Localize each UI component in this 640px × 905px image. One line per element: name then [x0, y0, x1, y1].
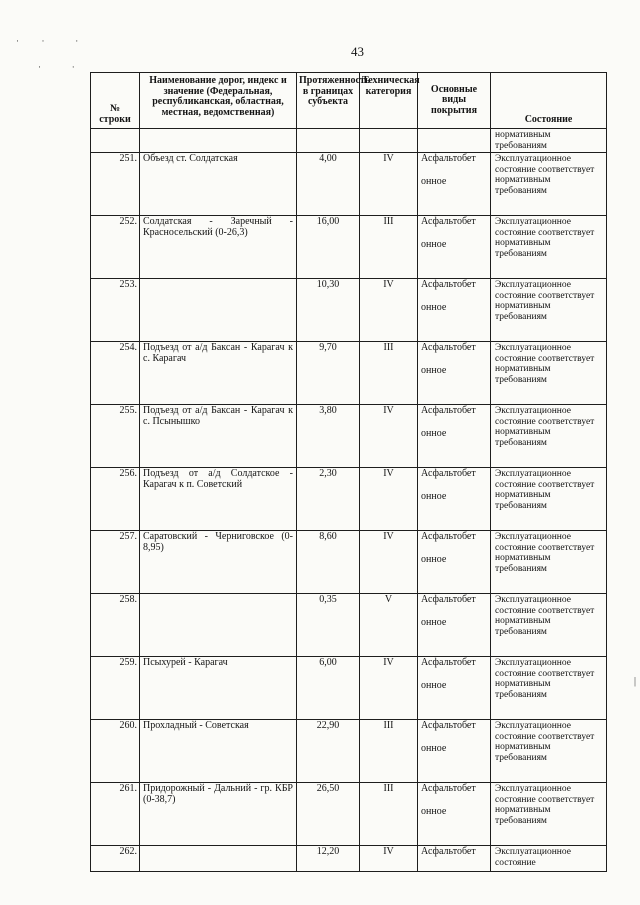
road-length: 2,30 — [297, 468, 360, 531]
road-state: Эксплуатационное состояние — [491, 846, 607, 872]
road-length: 4,00 — [297, 153, 360, 216]
table-row — [91, 279, 607, 342]
road-coverage — [418, 846, 491, 872]
road-category: III — [360, 783, 418, 846]
coverage-line-2: онное — [421, 364, 447, 376]
road-state: Эксплуатационное состояние соответствует нормативным требованиям — [491, 279, 607, 342]
road-state: Эксплуатационное состояние соответствует нормативным требованиям — [491, 342, 607, 405]
road-category: IV — [360, 153, 418, 216]
road-category: III — [360, 720, 418, 783]
header-length: Протяженность в границах субъекта — [297, 73, 360, 129]
coverage-line-1: Асфальтобет — [421, 720, 476, 731]
table-row — [91, 342, 607, 405]
header-state: Состояние — [491, 73, 607, 129]
road-state: Эксплуатационное состояние соответствует нормативным требованиям — [491, 657, 607, 720]
road-name: Подъезд от а/д Баксан - Карагач к с. Карагач — [140, 342, 297, 405]
row-number: 251. — [91, 153, 140, 216]
road-length: 9,70 — [297, 342, 360, 405]
road-length: 6,00 — [297, 657, 360, 720]
road-length: 16,00 — [297, 216, 360, 279]
road-category: IV — [360, 531, 418, 594]
roads-table — [90, 72, 607, 872]
road-coverage — [418, 783, 491, 846]
coverage-line-2: онное — [421, 427, 447, 439]
road-name: Подъезд от а/д Баксан - Карагач к с. Псынышко — [140, 405, 297, 468]
road-category: IV — [360, 405, 418, 468]
road-name — [140, 594, 297, 657]
coverage-line-1: Асфальтобет — [421, 153, 476, 164]
road-state: Эксплуатационное состояние соответствует нормативным требованиям — [491, 153, 607, 216]
header-num: № строки — [91, 73, 140, 129]
road-coverage — [418, 342, 491, 405]
road-category: III — [360, 342, 418, 405]
row-number: 256. — [91, 468, 140, 531]
road-state: Эксплуатационное состояние соответствует нормативным требованиям — [491, 531, 607, 594]
road-length: 10,30 — [297, 279, 360, 342]
header-row — [91, 73, 607, 129]
table-row — [91, 468, 607, 531]
road-category: III — [360, 216, 418, 279]
road-coverage — [418, 405, 491, 468]
table-row — [91, 153, 607, 216]
coverage-line-1: Асфальтобет — [421, 783, 476, 794]
road-length: 0,35 — [297, 594, 360, 657]
table-row — [91, 846, 607, 872]
row-number: 254. — [91, 342, 140, 405]
coverage-line-2: онное — [421, 175, 447, 187]
carry-over-row — [91, 129, 607, 153]
road-category: IV — [360, 468, 418, 531]
road-category: IV — [360, 846, 418, 872]
coverage-line-2: онное — [421, 553, 447, 565]
road-coverage — [418, 216, 491, 279]
coverage-line-1: Асфальтобет — [421, 531, 476, 542]
header-category: Техническая категория — [360, 73, 418, 129]
coverage-line-1: Асфальтобет — [421, 594, 476, 605]
scan-speck: · · · — [16, 36, 85, 46]
road-length: 26,50 — [297, 783, 360, 846]
coverage-line-1: Асфальтобет — [421, 216, 476, 227]
row-number: 255. — [91, 405, 140, 468]
table-row — [91, 216, 607, 279]
coverage-line-1: Асфальтобет — [421, 657, 476, 668]
table-row — [91, 720, 607, 783]
coverage-line-1: Асфальтобет — [421, 846, 476, 857]
road-length: 3,80 — [297, 405, 360, 468]
road-state: Эксплуатационное состояние соответствует нормативным требованиям — [491, 216, 607, 279]
road-category: V — [360, 594, 418, 657]
road-coverage — [418, 531, 491, 594]
table-row — [91, 531, 607, 594]
scan-speck: · · — [38, 62, 81, 72]
row-number: 259. — [91, 657, 140, 720]
table-row — [91, 783, 607, 846]
road-state: Эксплуатационное состояние соответствует нормативным требованиям — [491, 720, 607, 783]
scan-edge-mark: | — [634, 676, 637, 687]
road-name: Прохладный - Советская — [140, 720, 297, 783]
coverage-line-2: онное — [421, 805, 447, 817]
road-coverage — [418, 279, 491, 342]
table-row — [91, 657, 607, 720]
road-state: Эксплуатационное состояние соответствует нормативным требованиям — [491, 405, 607, 468]
road-coverage — [418, 594, 491, 657]
road-category: IV — [360, 279, 418, 342]
road-length: 22,90 — [297, 720, 360, 783]
road-category: IV — [360, 657, 418, 720]
road-length: 12,20 — [297, 846, 360, 872]
row-number: 261. — [91, 783, 140, 846]
coverage-line-2: онное — [421, 301, 447, 313]
coverage-line-2: онное — [421, 490, 447, 502]
coverage-line-1: Асфальтобет — [421, 279, 476, 290]
header-coverage: Основные виды покрытия — [418, 73, 491, 129]
table-row — [91, 405, 607, 468]
row-number: 253. — [91, 279, 140, 342]
coverage-line-2: онное — [421, 616, 447, 628]
road-name: Солдатская - Заречный - Красносельский (0-26,3) — [140, 216, 297, 279]
road-length: 8,60 — [297, 531, 360, 594]
road-name: Саратовский - Черниговское (0-8,95) — [140, 531, 297, 594]
row-number: 260. — [91, 720, 140, 783]
road-state: Эксплуатационное состояние соответствует нормативным требованиям — [491, 783, 607, 846]
road-coverage — [418, 468, 491, 531]
coverage-line-1: Асфальтобет — [421, 468, 476, 479]
road-coverage — [418, 657, 491, 720]
coverage-line-1: Асфальтобет — [421, 342, 476, 353]
road-coverage — [418, 720, 491, 783]
table-row — [91, 594, 607, 657]
header-name: Наименование дорог, индекс и значение (Федеральная, республиканская, областная, местная, ведомственная) — [140, 73, 297, 129]
road-coverage — [418, 153, 491, 216]
row-number: 258. — [91, 594, 140, 657]
road-state: Эксплуатационное состояние соответствует нормативным требованиям — [491, 594, 607, 657]
carry-over-text: нормативным требованиям — [491, 129, 607, 153]
row-number: 257. — [91, 531, 140, 594]
road-name: Придорожный - Дальний - гр. КБР (0-38,7) — [140, 783, 297, 846]
coverage-line-2: онное — [421, 742, 447, 754]
road-name: Подъезд от а/д Солдатское - Карагач к п. Советский — [140, 468, 297, 531]
road-name: Объезд ст. Солдатская — [140, 153, 297, 216]
coverage-line-1: Асфальтобет — [421, 405, 476, 416]
row-number: 262. — [91, 846, 140, 872]
road-state: Эксплуатационное состояние соответствует нормативным требованиям — [491, 468, 607, 531]
coverage-line-2: онное — [421, 238, 447, 250]
coverage-line-2: онное — [421, 679, 447, 691]
row-number: 252. — [91, 216, 140, 279]
road-name: Псыхурей - Карагач — [140, 657, 297, 720]
page-number: 43 — [351, 44, 364, 59]
road-name — [140, 279, 297, 342]
road-name — [140, 846, 297, 872]
